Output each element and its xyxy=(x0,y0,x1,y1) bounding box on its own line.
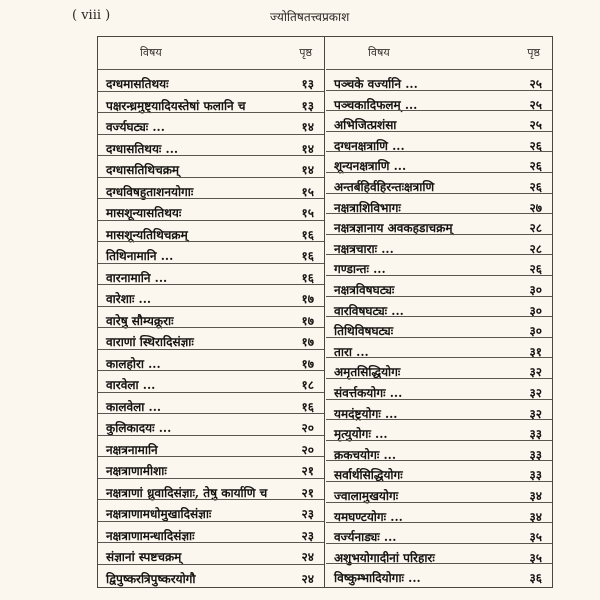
entry-page: १३ xyxy=(301,77,314,91)
entry-page: १६ xyxy=(301,227,314,242)
left-column xyxy=(98,37,325,587)
row-divider xyxy=(326,357,552,358)
entry-title: पक्षरन्ध्रमुष्ट्यादियस्तेषां फलानि च xyxy=(106,98,246,113)
entry-title: नक्षत्राणामधोमुखादिसंज्ञाः xyxy=(106,507,212,521)
row-divider xyxy=(98,69,324,70)
entry-page: २० xyxy=(301,421,314,435)
entry-page: २५ xyxy=(529,77,542,91)
entry-page: ३३ xyxy=(529,447,542,462)
row-divider xyxy=(98,435,324,436)
entry-page: १४ xyxy=(301,120,314,134)
entry-page: २१ xyxy=(301,464,314,478)
entry-page: २३ xyxy=(301,507,314,521)
page-heading: पृष्ठ xyxy=(527,46,540,59)
entry-page: २६ xyxy=(529,180,542,194)
entry-page: ३१ xyxy=(529,344,542,359)
row-divider xyxy=(326,337,552,338)
entry-title: तिथिनामानि ... xyxy=(106,249,174,263)
entry-title: दग्धविषहुताशनयोगाः xyxy=(106,184,194,199)
entry-title: संज्ञानां स्पष्टचक्रम् xyxy=(106,550,182,564)
entry-title: वारविषघट्यः ... xyxy=(334,303,404,318)
row-divider xyxy=(326,522,552,523)
entry-title: दग्धनक्षत्राणि ... xyxy=(334,138,405,153)
entry-page: ३३ xyxy=(529,427,542,442)
entry-page: १७ xyxy=(301,356,314,371)
entry-page: २८ xyxy=(529,241,542,256)
entry-title: संवर्त्तकयोगः ... xyxy=(334,386,403,400)
row-divider xyxy=(326,110,552,111)
entry-title: नक्षत्रविषघट्यः xyxy=(334,283,395,297)
entry-title: नक्षत्राणां ध्रुवादिसंज्ञाः, तेषु कार्याणि च xyxy=(106,485,268,500)
row-divider xyxy=(98,499,324,500)
entry-page: ३० xyxy=(529,324,542,339)
entry-title: ज्वालामुखयोगः xyxy=(334,489,399,503)
entry-page: ३२ xyxy=(529,386,542,400)
row-divider xyxy=(98,134,324,135)
entry-title: नक्षत्राणामीशाः xyxy=(106,464,167,478)
row-divider xyxy=(98,456,324,457)
row-divider xyxy=(98,413,324,414)
subject-heading: विषय xyxy=(368,46,390,59)
row-divider xyxy=(98,284,324,285)
entry-page: ३३ xyxy=(529,468,542,483)
row-divider xyxy=(326,254,552,255)
entry-title: पञ्चकादिफलम् ... xyxy=(334,97,418,112)
entry-page: २४ xyxy=(301,550,314,564)
row-divider xyxy=(98,112,324,113)
row-divider xyxy=(98,155,324,156)
entry-title: वर्ज्यघट्यः ... xyxy=(106,120,165,134)
contents-row xyxy=(98,566,324,590)
row-divider xyxy=(98,542,324,543)
row-divider xyxy=(326,563,552,564)
entry-title: द्विपुष्करत्रिपुष्करयोगौ xyxy=(106,571,196,586)
row-divider xyxy=(98,370,324,371)
entry-title: पञ्चके वर्ज्यानि ... xyxy=(334,77,418,91)
entry-title: वारनामानि ... xyxy=(106,270,168,285)
page-header xyxy=(60,8,560,30)
entry-page: १७ xyxy=(301,313,314,328)
entry-title: मासशून्यासतिथयः xyxy=(106,206,182,220)
row-divider xyxy=(98,263,324,264)
row-divider xyxy=(98,521,324,522)
entry-page: २३ xyxy=(301,528,314,543)
entry-title: नक्षत्रज्ञानाय अवकहडाचक्रम् xyxy=(334,221,453,236)
entry-title: नक्षत्राशिविभागः xyxy=(334,200,401,215)
entry-title: क्रकचयोगः ... xyxy=(334,447,397,462)
entry-title: यमदंष्ट्रयोगः ... xyxy=(334,406,398,421)
entry-title: नक्षत्रचाराः ... xyxy=(334,241,394,256)
row-divider xyxy=(98,220,324,221)
entry-title: दग्धासतिथयः ... xyxy=(106,141,179,156)
row-divider xyxy=(326,90,552,91)
entry-title: वारवेला ... xyxy=(106,378,156,392)
left-column-header xyxy=(98,45,324,63)
running-title: ज्योतिषतत्त्वप्रकाश xyxy=(270,10,350,24)
row-divider xyxy=(98,91,324,92)
entry-page: १८ xyxy=(301,378,314,392)
entry-title: वर्ज्यनाड्यः ... xyxy=(334,530,397,545)
entry-page: ३६ xyxy=(529,571,542,586)
row-divider xyxy=(98,478,324,479)
row-divider xyxy=(326,131,552,132)
entry-page: २८ xyxy=(529,221,542,236)
entry-page: ३२ xyxy=(529,365,542,380)
entry-page: ३५ xyxy=(529,550,542,565)
row-divider xyxy=(326,213,552,214)
right-column xyxy=(326,37,552,587)
row-divider xyxy=(326,193,552,194)
entry-title: दग्धासतिथिचक्रम् xyxy=(106,163,180,177)
entry-page: ३० xyxy=(529,283,542,297)
row-divider xyxy=(326,378,552,379)
entry-page: १६ xyxy=(301,249,314,263)
row-divider xyxy=(326,502,552,503)
row-divider xyxy=(326,399,552,400)
entry-page: २७ xyxy=(529,200,542,215)
entry-page: १४ xyxy=(301,163,314,177)
entry-title: अन्तर्बहिर्वहिरन्तःक्षत्राणि xyxy=(334,180,435,194)
entry-page: १७ xyxy=(301,335,314,349)
row-divider xyxy=(326,419,552,420)
row-divider xyxy=(326,460,552,461)
entry-page: १४ xyxy=(301,141,314,156)
entry-page: १६ xyxy=(301,399,314,414)
row-divider xyxy=(326,440,552,441)
subject-heading: विषय xyxy=(140,46,162,59)
entry-title: यमघण्टयोगः ... xyxy=(334,509,403,524)
entry-page: ३२ xyxy=(529,406,542,421)
contents-row xyxy=(326,565,552,589)
entry-page: १३ xyxy=(301,98,314,113)
row-divider xyxy=(98,241,324,242)
row-divider xyxy=(326,69,552,70)
row-divider xyxy=(98,564,324,565)
entry-page: २० xyxy=(301,442,314,457)
entry-page: २६ xyxy=(529,159,542,174)
row-divider xyxy=(98,198,324,199)
entry-page: ३५ xyxy=(529,530,542,545)
row-divider xyxy=(326,316,552,317)
entry-title: तिथिविषघट्यः xyxy=(334,324,394,339)
entry-page: १७ xyxy=(301,292,314,306)
entry-title: दग्धमासतिथयः xyxy=(106,77,169,91)
entry-page: २१ xyxy=(301,485,314,500)
row-divider xyxy=(98,327,324,328)
row-divider xyxy=(326,275,552,276)
entry-title: अशुभयोगादीनां परिहारः xyxy=(334,550,435,565)
entry-title: तारा ... xyxy=(334,344,369,359)
page-number: ( viii ) xyxy=(72,8,111,23)
entry-page: २५ xyxy=(529,118,542,133)
entry-page: १५ xyxy=(301,206,314,220)
entry-title: वारेशाः ... xyxy=(106,292,152,306)
entry-title: अभिजित्प्रशंसा xyxy=(334,118,397,133)
row-divider xyxy=(326,296,552,297)
entry-title: अमृतसिद्धियोगः xyxy=(334,365,401,380)
entry-title: कालवेला ... xyxy=(106,399,162,414)
entry-page: २४ xyxy=(301,571,314,586)
entry-title: वारेषु सौम्यक्रूराः xyxy=(106,313,174,328)
entry-page: ३४ xyxy=(529,509,542,524)
entry-title: मासशून्यतिथिचक्रम् xyxy=(106,227,188,242)
row-divider xyxy=(98,177,324,178)
row-divider xyxy=(326,234,552,235)
entry-page: १५ xyxy=(301,184,314,199)
entry-title: सर्वार्थसिद्धियोगः xyxy=(334,468,403,483)
entry-title: विष्कुम्भादियोगाः ... xyxy=(334,571,421,586)
entry-page: ३४ xyxy=(529,489,542,503)
row-divider xyxy=(98,392,324,393)
entry-page: २५ xyxy=(529,97,542,112)
row-divider xyxy=(326,151,552,152)
row-divider xyxy=(98,306,324,307)
entry-title: गण्डान्तः ... xyxy=(334,262,386,277)
entry-title: मृत्युयोगः ... xyxy=(334,427,388,442)
row-divider xyxy=(326,543,552,544)
row-divider xyxy=(98,349,324,350)
entry-title: कुलिकादयः ... xyxy=(106,421,172,435)
entry-page: २६ xyxy=(529,262,542,277)
row-divider xyxy=(326,481,552,482)
contents-table xyxy=(97,36,553,588)
entry-title: नक्षत्रनामानि xyxy=(106,442,158,457)
entry-title: शून्यनक्षत्राणि ... xyxy=(334,159,407,174)
entry-title: कालहोरा ... xyxy=(106,356,161,371)
entry-page: २६ xyxy=(529,138,542,153)
entry-title: नक्षत्राणामन्धादिसंज्ञाः xyxy=(106,528,195,543)
page-heading: पृष्ठ xyxy=(299,46,312,59)
entry-title: वाराणां स्थिरादिसंज्ञाः xyxy=(106,335,194,349)
right-column-header xyxy=(326,45,552,63)
entry-page: १६ xyxy=(301,270,314,285)
entry-page: ३० xyxy=(529,303,542,318)
row-divider xyxy=(326,172,552,173)
